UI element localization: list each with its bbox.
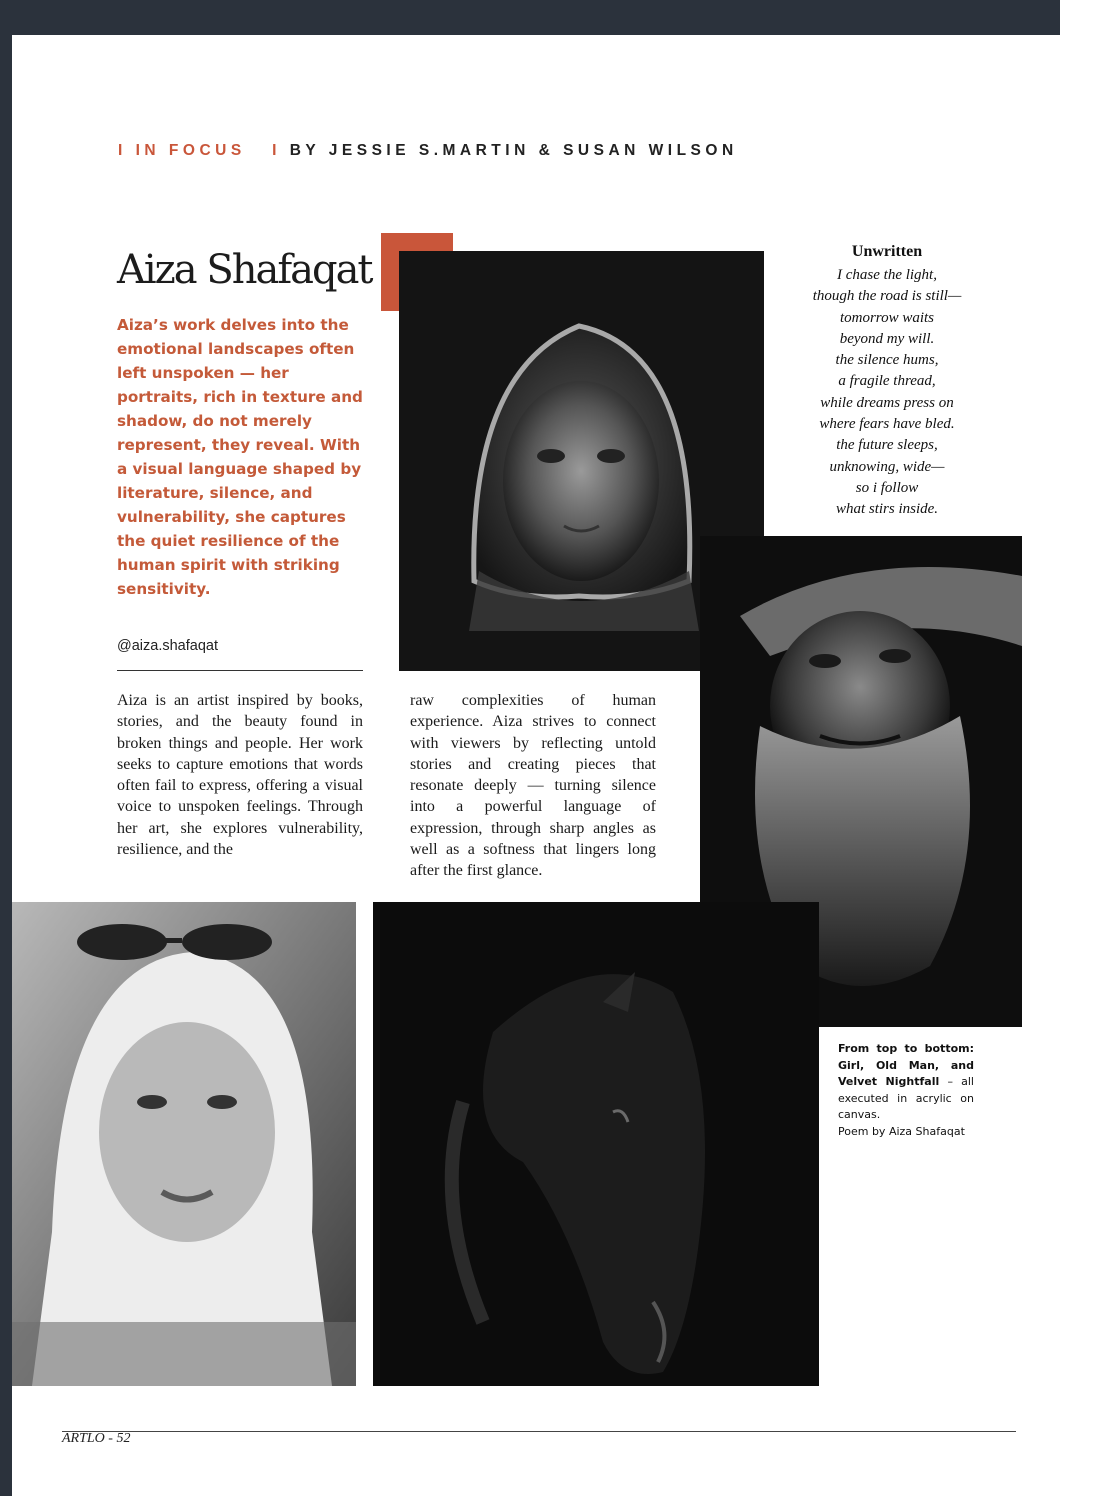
poem-line: while dreams press on — [820, 394, 954, 411]
body-column-1: Aiza is an artist inspired by books, stories, and the beauty found in broken things and people. Her work seeks to capture emotions that words often fail to express, offering a visual voice to unspoken feelings. Through her art, she explores vulnerability, resilience, and the — [117, 692, 363, 859]
footer-rule — [62, 1431, 1016, 1432]
painting-velvet-nightfall — [373, 902, 819, 1386]
poem-line: what stirs inside. — [835, 501, 939, 518]
poem-line: so i follow — [855, 479, 919, 496]
poem-line: beyond my will. — [839, 330, 935, 347]
section-label: I IN FOCUS — [118, 142, 246, 159]
page-folio: ARTLO - 52 — [62, 1431, 131, 1446]
viewer-frame-left — [0, 0, 12, 1496]
poem-line: unknowing, wide— — [829, 458, 945, 475]
body-column-2: raw complexities of human experience. Aiza strives to connect with viewers by reflecting untold stories and creating pieces that resonate deeply — turning silence into a powerful language of expression, through sharp angles as well as a softness that lingers long after the first glance. — [410, 692, 656, 880]
poem-line: though the road is still— — [812, 288, 962, 305]
kicker-separator: I — [272, 142, 281, 159]
poem-line: where fears have bled. — [819, 416, 955, 433]
caption-bold: From top to bottom: Girl, Old Man, and Velvet Nightfall — [838, 1042, 974, 1088]
divider — [117, 670, 363, 671]
artist-name: Aiza Shafaqat — [117, 247, 372, 293]
instagram-handle[interactable]: @aiza.shafaqat — [117, 638, 218, 654]
poem-credit: Poem by Aiza Shafaqat — [838, 1124, 965, 1138]
poem-line: I chase the light, — [837, 267, 937, 283]
magazine-page — [12, 35, 1060, 1496]
caption-rest: – all executed in acrylic on canvas. — [838, 1075, 974, 1121]
poem-line: the future sleeps, — [836, 437, 938, 454]
viewer-frame-right — [1060, 0, 1117, 1496]
poem-line: tomorrow waits — [839, 309, 935, 326]
artwork-caption — [838, 1041, 974, 1140]
poem-title: Unwritten — [851, 243, 923, 260]
poem-line: a fragile thread, — [838, 373, 936, 390]
section-kicker — [118, 142, 738, 160]
artist-photo — [12, 902, 356, 1386]
poem — [788, 265, 986, 521]
viewer-frame-top — [0, 0, 1117, 35]
byline: BY JESSIE S.MARTIN & SUSAN WILSON — [289, 142, 738, 159]
poem-line: the silence hums, — [835, 352, 939, 369]
lead-paragraph: Aiza’s work delves into the emotional landscapes often left unspoken — her portraits, rich in texture and shadow, do not merely represent, they reveal. With a visual language shaped by literature, silence, and vulnerability, she captures the quiet resilience of the human spirit with striking sensitivity. — [117, 316, 363, 598]
